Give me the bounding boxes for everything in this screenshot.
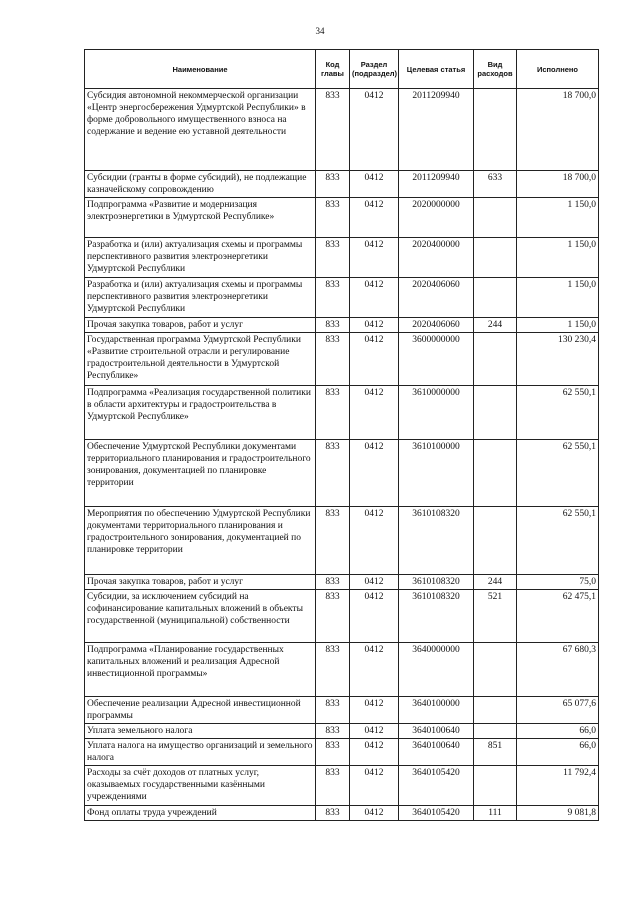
row-exptype-cell [474,643,517,697]
row-target-cell: 3610108320 [399,575,474,590]
row-amount-cell: 11 792,4 [517,766,599,806]
row-amount-cell: 1 150,0 [517,238,599,278]
table-body [85,89,599,821]
row-name-cell: Субсидии (гранты в форме субсидий), не подлежащие казначейскому сопровождению [85,171,316,198]
row-code-cell: 833 [316,333,350,386]
row-target-cell: 3640100640 [399,724,474,739]
row-name-cell: Государственная программа Удмуртской Республики «Развитие строительной отрасли и регулирование градостроительной деятельности в Удмуртской Республике» [85,333,316,386]
row-section-cell: 0412 [350,766,399,806]
row-section-cell: 0412 [350,697,399,724]
row-exptype-cell: 521 [474,590,517,643]
row-code-cell: 833 [316,766,350,806]
row-amount-cell: 18 700,0 [517,89,599,171]
row-exptype-cell [474,278,517,318]
row-exptype-cell [474,238,517,278]
row-section-cell: 0412 [350,333,399,386]
row-target-cell: 3610000000 [399,386,474,440]
table-row [85,278,599,318]
row-name-cell: Расходы за счёт доходов от платных услуг, оказываемых государственными казёнными учреждениями [85,766,316,806]
row-code-cell: 833 [316,739,350,766]
row-code-cell: 833 [316,440,350,507]
row-amount-cell: 66,0 [517,739,599,766]
row-amount-cell: 18 700,0 [517,171,599,198]
row-name-cell: Подпрограмма «Реализация государственной политики в области архитектуры и градостроительства в Удмуртской Республике» [85,386,316,440]
table-row [85,766,599,806]
column-header-name: Наименование [85,50,316,89]
row-section-cell: 0412 [350,739,399,766]
row-target-cell: 3600000000 [399,333,474,386]
row-exptype-cell: 851 [474,739,517,766]
row-section-cell: 0412 [350,238,399,278]
row-section-cell: 0412 [350,806,399,821]
row-name-cell: Подпрограмма «Развитие и модернизация электроэнергетики в Удмуртской Республике» [85,198,316,238]
row-code-cell: 833 [316,724,350,739]
row-exptype-cell [474,697,517,724]
row-exptype-cell [474,333,517,386]
row-name-cell: Разработка и (или) актуализация схемы и программы перспективного развития электроэнергетики Удмуртской Республики [85,278,316,318]
row-amount-cell: 66,0 [517,724,599,739]
row-target-cell: 3640100640 [399,739,474,766]
row-target-cell: 3610108320 [399,507,474,575]
column-header-section: Раздел (подраздел) [350,50,399,89]
table-row [85,318,599,333]
row-name-cell: Субсидия автономной некоммерческой организации «Центр энергосбережения Удмуртской Республики» в форме добровольного имущественного взноса на содержание и ведение ею уставной деятельности [85,89,316,171]
table-row [85,724,599,739]
row-amount-cell: 75,0 [517,575,599,590]
row-name-cell: Обеспечение Удмуртской Республики документами территориального планирования и градостроительного зонирования, документацией по планировке территории [85,440,316,507]
table-row [85,590,599,643]
row-code-cell: 833 [316,643,350,697]
row-section-cell: 0412 [350,507,399,575]
row-section-cell: 0412 [350,440,399,507]
table-row [85,89,599,171]
row-amount-cell: 9 081,8 [517,806,599,821]
row-amount-cell: 62 550,1 [517,507,599,575]
row-section-cell: 0412 [350,575,399,590]
page-number: 34 [315,26,325,36]
column-header-exptype: Вид расходов [474,50,517,89]
table-row [85,507,599,575]
row-section-cell: 0412 [350,724,399,739]
row-code-cell: 833 [316,198,350,238]
row-exptype-cell: 633 [474,171,517,198]
row-amount-cell: 1 150,0 [517,198,599,238]
table-row [85,333,599,386]
row-section-cell: 0412 [350,386,399,440]
column-header-target: Целевая статья [399,50,474,89]
row-code-cell: 833 [316,697,350,724]
row-target-cell: 3640000000 [399,643,474,697]
row-exptype-cell [474,198,517,238]
row-exptype-cell [474,386,517,440]
row-amount-cell: 65 077,6 [517,697,599,724]
row-name-cell: Уплата налога на имущество организаций и земельного налога [85,739,316,766]
row-target-cell: 2011209940 [399,171,474,198]
row-exptype-cell [474,507,517,575]
table-row [85,171,599,198]
row-exptype-cell: 111 [474,806,517,821]
table-row [85,806,599,821]
row-code-cell: 833 [316,507,350,575]
row-section-cell: 0412 [350,89,399,171]
row-exptype-cell [474,724,517,739]
row-name-cell: Прочая закупка товаров, работ и услуг [85,575,316,590]
row-target-cell: 2020406060 [399,318,474,333]
row-code-cell: 833 [316,238,350,278]
row-section-cell: 0412 [350,198,399,238]
row-target-cell: 2020400000 [399,238,474,278]
row-amount-cell: 62 475,1 [517,590,599,643]
row-target-cell: 3640100000 [399,697,474,724]
row-amount-cell: 62 550,1 [517,440,599,507]
budget-execution-table [84,49,599,821]
row-target-cell: 3610108320 [399,590,474,643]
row-amount-cell: 62 550,1 [517,386,599,440]
row-code-cell: 833 [316,386,350,440]
row-amount-cell: 1 150,0 [517,318,599,333]
row-name-cell: Обеспечение реализации Адресной инвестиционной программы [85,697,316,724]
row-name-cell: Прочая закупка товаров, работ и услуг [85,318,316,333]
row-target-cell: 2020000000 [399,198,474,238]
row-exptype-cell: 244 [474,318,517,333]
row-section-cell: 0412 [350,171,399,198]
row-name-cell: Субсидии, за исключением субсидий на софинансирование капитальных вложений в объекты государственной (муниципальной) собственности [85,590,316,643]
row-target-cell: 3640105420 [399,766,474,806]
table-row [85,697,599,724]
table-row [85,198,599,238]
table-header-row [85,50,599,89]
column-header-amount: Исполнено [517,50,599,89]
row-amount-cell: 67 680,3 [517,643,599,697]
table-row [85,575,599,590]
row-exptype-cell [474,440,517,507]
row-code-cell: 833 [316,575,350,590]
table-row [85,238,599,278]
table-row [85,440,599,507]
row-section-cell: 0412 [350,590,399,643]
table-row [85,739,599,766]
row-code-cell: 833 [316,806,350,821]
row-amount-cell: 130 230,4 [517,333,599,386]
row-name-cell: Подпрограмма «Планирование государственных капитальных вложений и реализация Адресной инвестиционной программы» [85,643,316,697]
row-target-cell: 2020406060 [399,278,474,318]
row-target-cell: 3610100000 [399,440,474,507]
row-exptype-cell [474,89,517,171]
row-code-cell: 833 [316,89,350,171]
row-amount-cell: 1 150,0 [517,278,599,318]
row-name-cell: Мероприятия по обеспечению Удмуртской Республики документами территориального планирования и градостроительного зонирования, документацией по планировке территории [85,507,316,575]
row-name-cell: Уплата земельного налога [85,724,316,739]
row-section-cell: 0412 [350,278,399,318]
row-target-cell: 3640105420 [399,806,474,821]
row-section-cell: 0412 [350,318,399,333]
row-target-cell: 2011209940 [399,89,474,171]
row-code-cell: 833 [316,171,350,198]
row-code-cell: 833 [316,590,350,643]
row-section-cell: 0412 [350,643,399,697]
row-name-cell: Разработка и (или) актуализация схемы и программы перспективного развития электроэнергетики Удмуртской Республики [85,238,316,278]
row-exptype-cell [474,766,517,806]
row-code-cell: 833 [316,278,350,318]
table-row [85,386,599,440]
row-exptype-cell: 244 [474,575,517,590]
row-name-cell: Фонд оплаты труда учреждений [85,806,316,821]
column-header-code: Код главы [316,50,350,89]
table-row [85,643,599,697]
row-code-cell: 833 [316,318,350,333]
